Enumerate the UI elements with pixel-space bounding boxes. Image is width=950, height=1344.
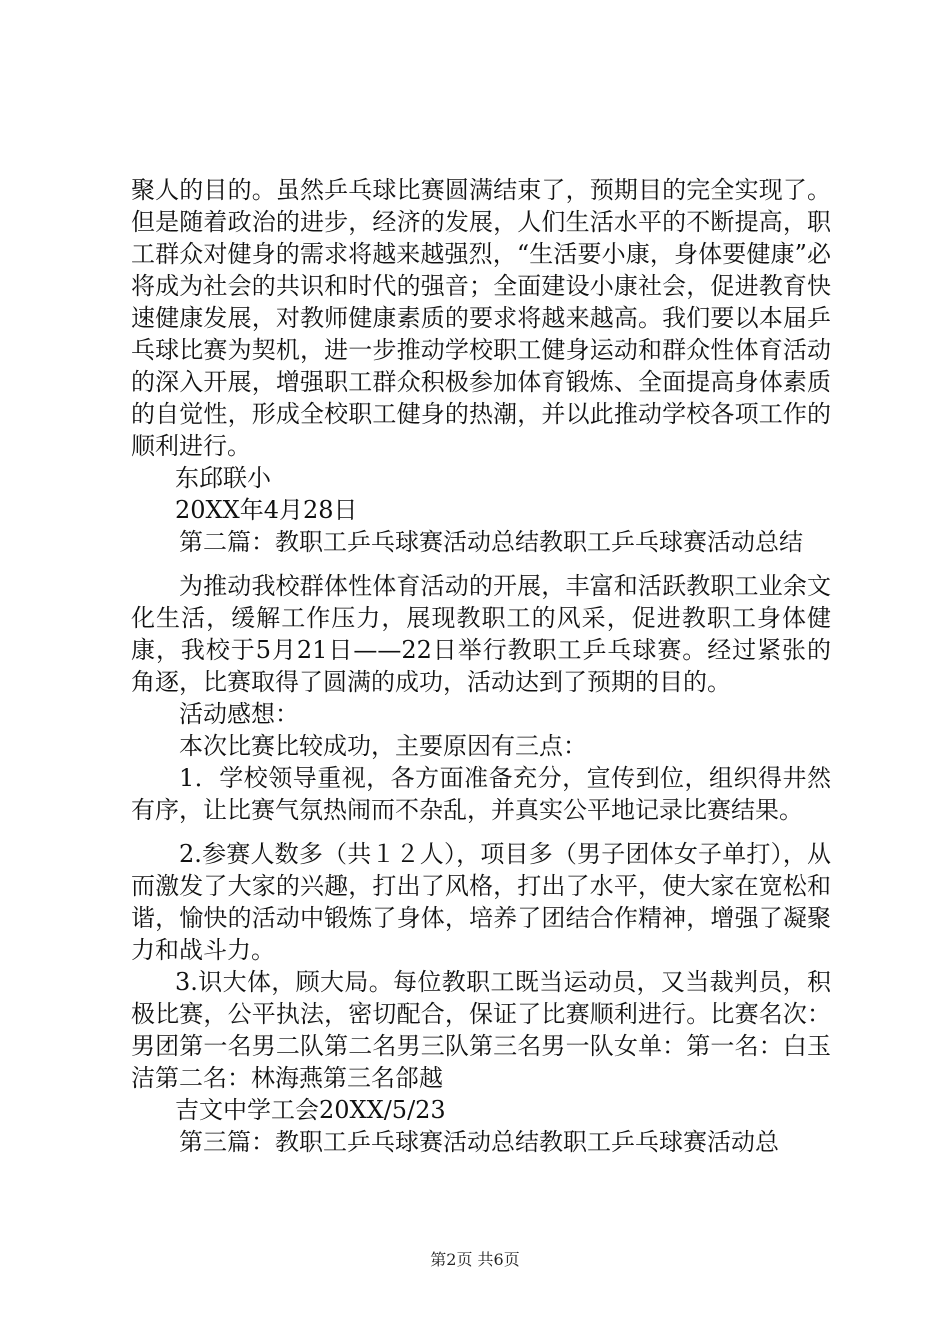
- paragraph-intro: 为推动我校群体性体育活动的开展，丰富和活跃教职工业余文化生活，缓解工作压力，展现教职工的风采，促进教职工身体健康，我校于5月21日——22日举行教职工乒乓球赛。经过紧张的角逐，比赛取得了圆满的成功，活动达到了预期的目的。: [131, 572, 831, 696]
- list-item-reason-2: 2.参赛人数多（共１２人），项目多（男子团体女子单打），从而激发了大家的兴趣，打出了风格，打出了水平，使大家在宽松和谐，愉快的活动中锻炼了身体，培养了团结合作精神，增强了凝聚力和战斗力。: [131, 840, 831, 964]
- signature-union: 吉文中学工会20XX/5/23: [175, 1096, 446, 1124]
- signature-date: 20XX年4月28日: [175, 496, 358, 524]
- document-body: [131, 174, 831, 1158]
- subheading-reflections: 活动感想：: [179, 700, 299, 728]
- section-heading-part-three: 第三篇：教职工乒乓球赛活动总结教职工乒乓球赛活动总: [179, 1128, 779, 1156]
- list-item-reason-3: 3.识大体，顾大局。每位教职工既当运动员，又当裁判员，积极比赛，公平执法，密切配合，保证了比赛顺利进行。比赛名次：男团第一名男二队第二名男三队第三名男一队女单：第一名：白玉洁第二名：林海燕第三名郃越: [131, 968, 831, 1092]
- page-number: 第2页 共6页: [430, 1250, 520, 1269]
- paragraph-reasons: 本次比赛比较成功，主要原因有三点：: [179, 732, 587, 760]
- list-item-reason-1: 1．学校领导重视，各方面准备充分，宣传到位，组织得井然有序，让比赛气氛热闹而不杂乱，并真实公平地记录比赛结果。: [131, 764, 831, 824]
- paragraph-conclusion: 聚人的目的。虽然乒乓球比赛圆满结束了，预期目的完全实现了。但是随着政治的进步，经济的发展，人们生活水平的不断提高，职工群众对健身的需求将越来越强烈，“生活要小康，身体要健康”必将成为社会的共识和时代的强音；全面建设小康社会，促进教育快速健康发展，对教师健康素质的要求将越来越高。我们要以本届乒乓球比赛为契机，进一步推动学校职工健身运动和群众性体育活动的深入开展，增强职工群众积极参加体育锻炼、全面提高身体素质的自觉性，形成全校职工健身的热潮，并以此推动学校各项工作的顺利进行。: [131, 176, 831, 460]
- section-heading-part-two: 第二篇：教职工乒乓球赛活动总结教职工乒乓球赛活动总结: [179, 528, 803, 556]
- signature-school: 东邱联小: [175, 464, 271, 492]
